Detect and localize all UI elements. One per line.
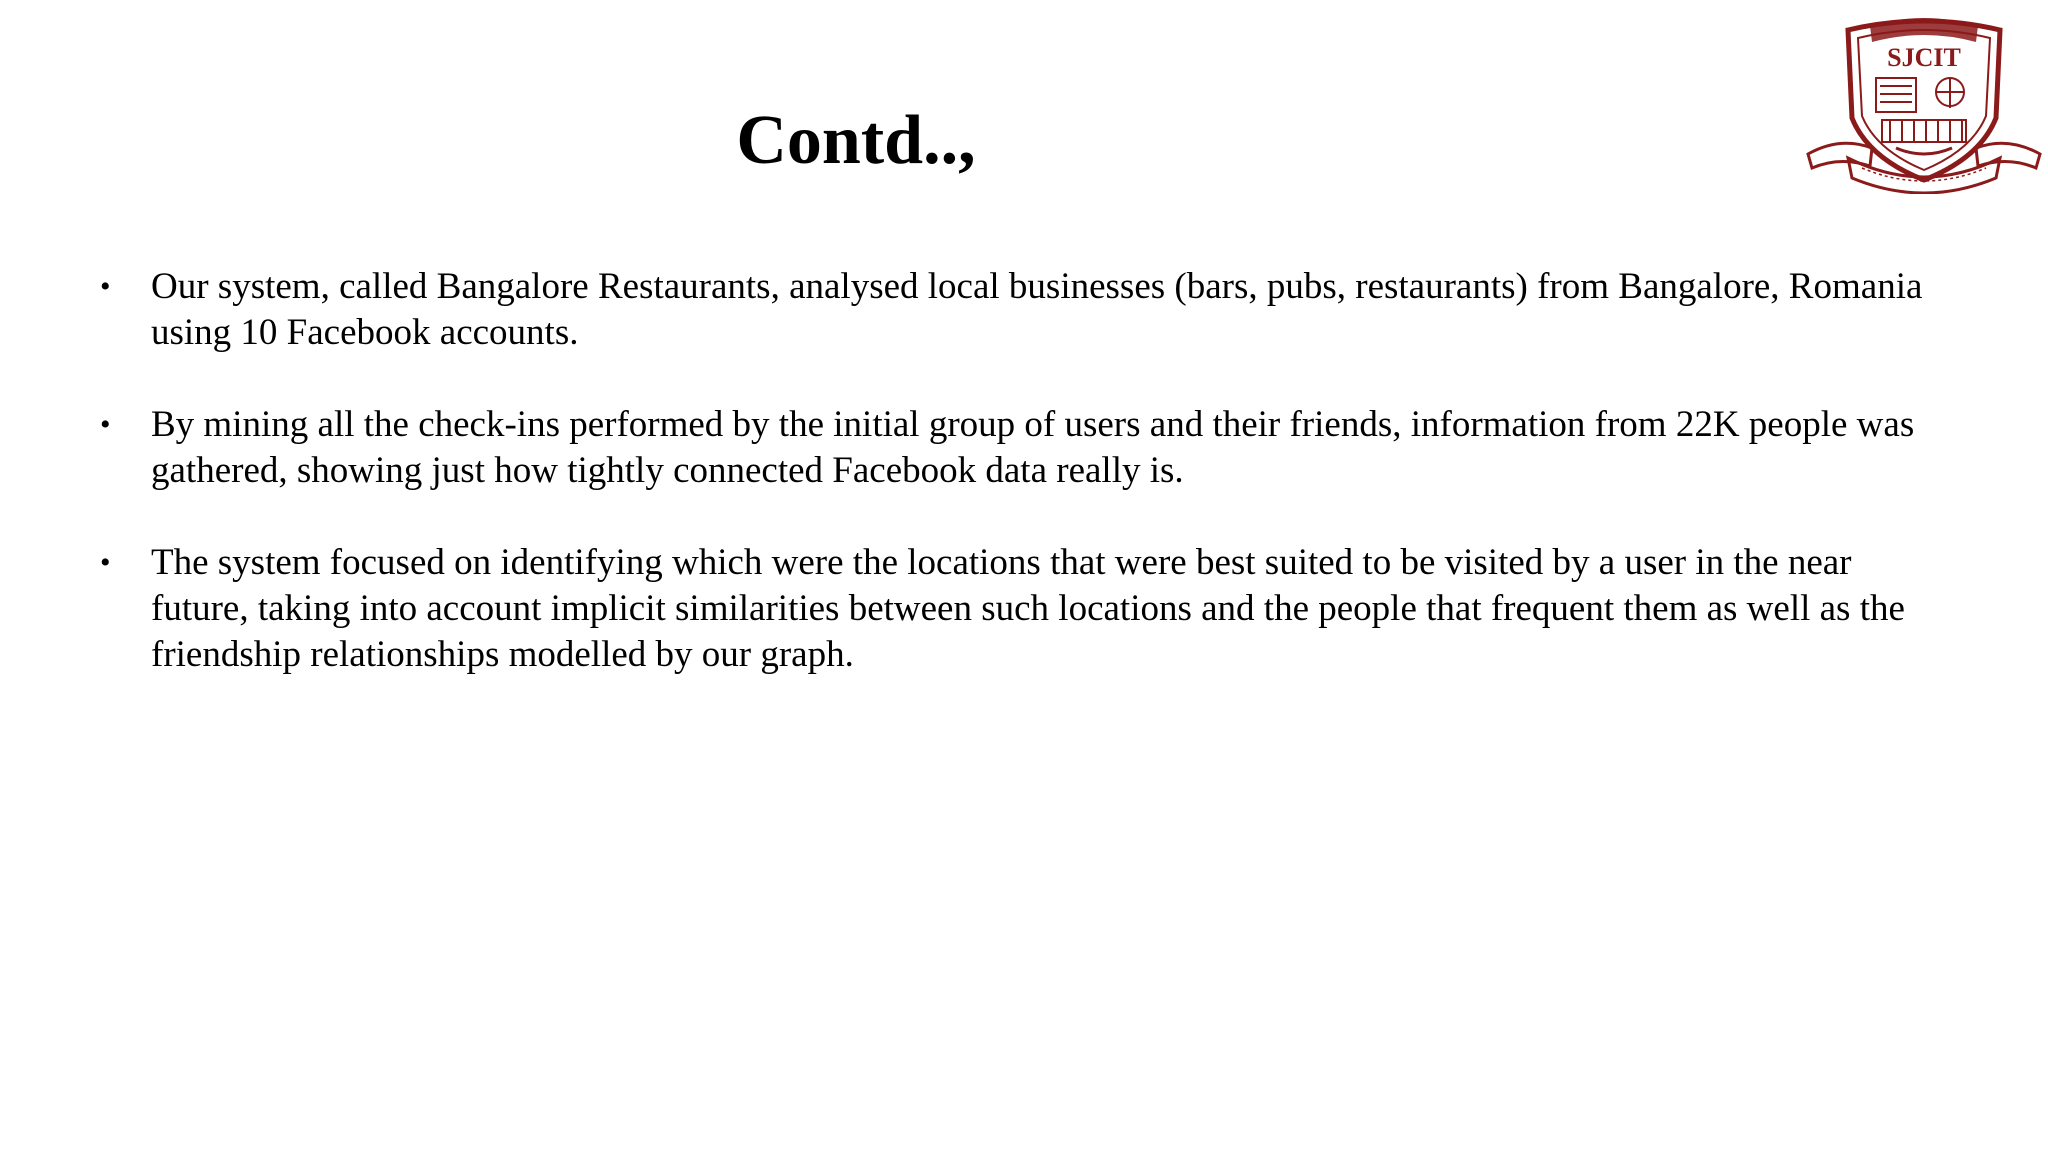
- logo-text: SJCIT: [1887, 43, 1961, 72]
- bullet-text: The system focused on identifying which were the locations that were best suited to be visited by a user in the near future, taking into account implicit similarities between such locations and the people that frequent them as well as the friendship relationships modelled by our graph.: [151, 542, 1905, 675]
- college-crest-icon: [1800, 8, 2048, 194]
- bullet-item: [100, 540, 1930, 678]
- bullet-item: [100, 264, 1930, 356]
- bullet-marker: •: [100, 546, 111, 579]
- bullet-list: [100, 264, 1930, 724]
- bullet-text: By mining all the check-ins performed by the initial group of users and their friends, information from 22K people was gathered, showing just how tightly connected Facebook data really is.: [151, 404, 1915, 491]
- bullet-marker: •: [100, 408, 111, 441]
- bullet-item: [100, 402, 1930, 494]
- slide-title: Contd..,: [736, 102, 976, 179]
- bullet-marker: •: [100, 270, 111, 303]
- bullet-text: Our system, called Bangalore Restaurants, analysed local businesses (bars, pubs, restaurants) from Bangalore, Romania using 10 Facebook accounts.: [151, 266, 1923, 353]
